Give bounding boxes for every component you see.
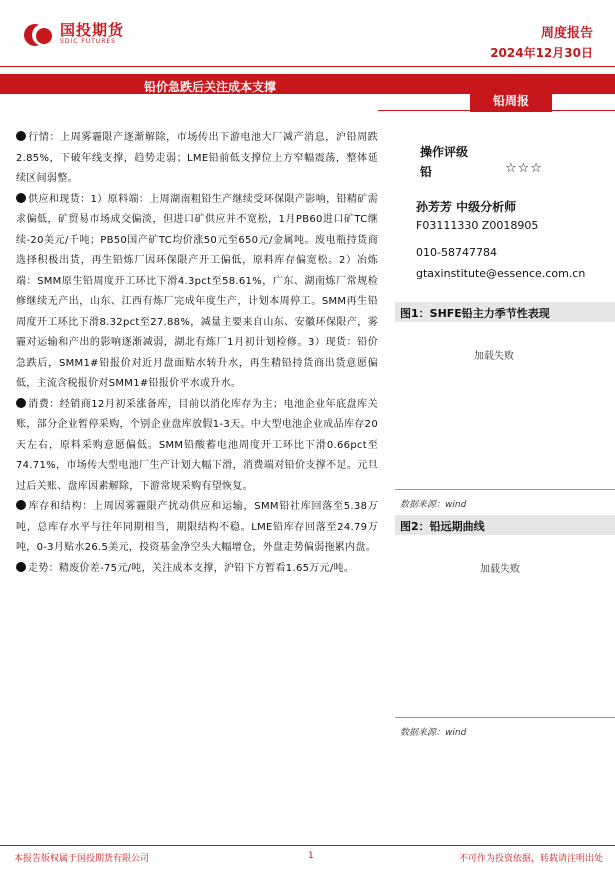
paragraph-inventory: 库存和结构：上周因雾霾限产扰动供应和运输，SMM铅社库回落至5.38万吨，总库存水平与往年同期相当，期限结构不稳。LME铅库存回落至24.79万吨，0-3月贴水26.5美元，投资基金净空头大幅增仓，外盘走势偏弱拖累内盘。 <box>16 501 378 553</box>
page-number: 1 <box>308 851 314 861</box>
logo-mark-icon <box>22 20 58 48</box>
report-category-tab: 铅周报 <box>470 90 552 112</box>
paragraph-trend: 走势：精废价差-75元/吨，关注成本支撑，沪铅下方暂看1.65万元/吨。 <box>16 559 378 580</box>
figure1-load-failed: 加载失败 <box>474 351 514 362</box>
main-content <box>16 128 378 579</box>
paragraph-consumption: 消费：经销商12月初采涨备库，目前以消化库存为主；电池企业年底盘库关账，部分企业暂停采购，个别企业盘库放假1-3天。中大型电池企业成品库存20天左右，原料采购意愿偏低。SMM铅酸蓄电池周度开工环比下滑0.66pct至74.71%，市场传大型电池厂生产计划大幅下滑，消费端对铅价支撑不足。元旦过后关账、盘库因素解除，下游常规采购有望恢复。 <box>16 398 378 492</box>
rating-stars-icon: ☆☆☆ <box>505 161 543 176</box>
bullet-icon <box>16 398 26 408</box>
figure1-title: 图1：SHFE铅主力季节性表现 <box>400 307 550 320</box>
figure1-divider <box>395 489 615 490</box>
report-date: 2024年12月30日 <box>490 46 593 60</box>
report-type: 周度报告 <box>540 26 593 41</box>
figure2-source: 数据来源：wind <box>400 728 467 738</box>
bullet-icon <box>16 131 26 141</box>
paragraph-supply: 供应和现货：1）原料端：上周湖南粗铅生产继续受环保限产影响，铅精矿需求偏低，矿贸易市场成交偏淡，但进口矿供应并不宽松，1月PB60进口矿TC继续-20美元/千吨；PB50国产矿TC均价涨50元至650元/金属吨。废电瓶持货商选择积极出货，再生铅炼厂因环保限产开工偏低，原料库存偏宽松。2）冶炼端：SMM原生铅周度开工环比下滑4.3pct至58.61%，广东、湖南炼厂常规检修继续无产出，山东、江西有炼厂完成年度生产，计划本周停工。SMM再生铅周度开工环比下滑8.32pct至27.88%，减量主要来自山东、安徽环保限产，雾霾对运输和产出的影响逐渐减弱，湖北有炼厂1月初计划检修。3）现货：铅价急跌后，SMM1#铅报价对近月盘面贴水转升水，再生精铅持货商出货意愿偏低，主流含税报价对SMM1#铅报价平水或升水。 <box>16 193 378 389</box>
logo-name-cn: 国投期货 <box>60 21 125 39</box>
sidebar-divider <box>378 110 615 111</box>
figure2-title: 图2：铅远期曲线 <box>400 520 485 533</box>
logo-name-en: SDIC FUTURES <box>60 38 116 45</box>
footer-disclaimer: 不可作为投资依据，转载请注明出处 <box>458 854 603 864</box>
report-title: 铅价急跌后关注成本支撑 <box>144 80 277 94</box>
rating-commodity: 铅 <box>420 165 433 179</box>
analyst-certificate: F03111330 Z0018905 <box>416 219 539 232</box>
footer-copyright: 本报告版权属于国投期货有限公司 <box>14 854 150 864</box>
figure2-divider <box>395 717 615 718</box>
bullet-icon <box>16 193 26 203</box>
analyst-email: gtaxinstitute@essence.com.cn <box>416 267 586 280</box>
bullet-icon <box>16 500 26 510</box>
page-header <box>0 0 615 70</box>
figure1-source: 数据来源：wind <box>400 500 467 510</box>
bullet-icon <box>16 562 26 572</box>
paragraph-market: 行情：上周雾霾限产逐渐解除，市场传出下游电池大厂减产消息，沪铅周跌2.85%，下破年线支撑，趋势走弱；LME铅前低支撑位上方窄幅震荡，整体延续区间弱整。 <box>16 132 378 184</box>
figure2-load-failed: 加载失败 <box>480 564 520 575</box>
analyst-name: 孙芳芳 中级分析师 <box>416 200 517 214</box>
rating-title: 操作评级 <box>420 145 469 159</box>
analyst-phone: 010-58747784 <box>416 246 497 259</box>
header-divider <box>0 66 615 67</box>
footer-divider <box>0 845 615 846</box>
company-logo <box>22 20 124 48</box>
